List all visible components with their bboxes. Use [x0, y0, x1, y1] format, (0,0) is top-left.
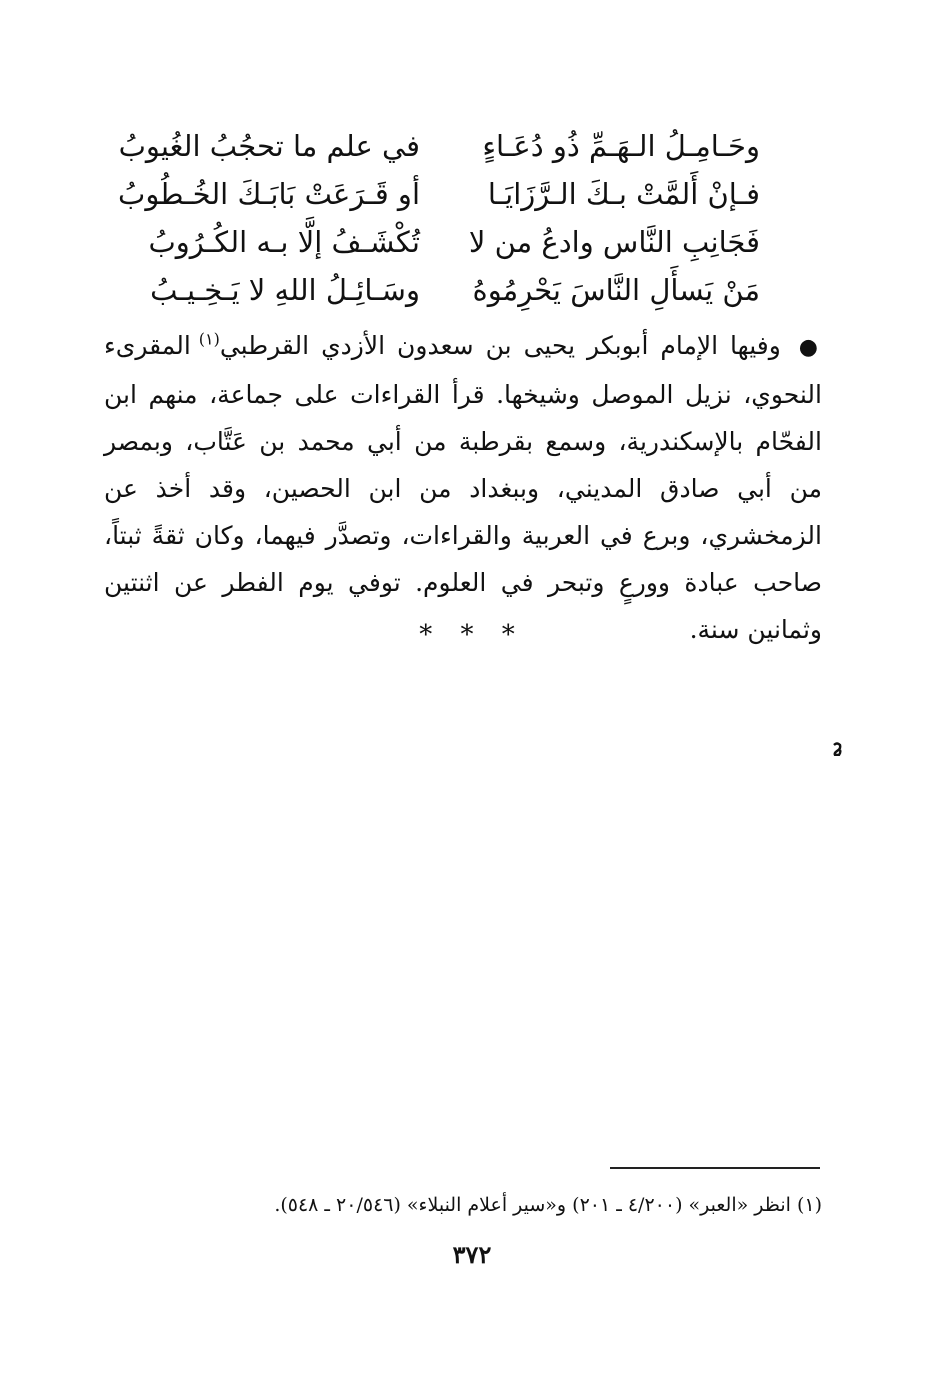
verse-second-hemistich: في علم ما تحجُبُ الغُيوبُ [118, 129, 420, 163]
ink-mark-icon [832, 742, 842, 756]
footnote-divider [610, 1167, 820, 1169]
entry-body: المقرىء النحوي، نزيل الموصل وشيخها. قرأ القراءات على جماعة، منهم ابن الفحّام بالإسكندرية، وسمع بقرطبة من أبي محمد بن عَتَّاب، وبمصر من أبي صادق المديني، وببغداد من ابن الحصين، وقد أخذ عن الزمخشري، وبرع في العربية والقراءات، وتصدَّر فيهما، وكان ثقةً ثبتاً، صاحب عبادة وورعٍ وتبحر في العلوم. توفي يوم الفطر عن اثنتين وثمانين سنة. [104, 331, 822, 644]
poem-verse [150, 266, 770, 314]
verse-second-hemistich: تُكْشَـفُ إلَّا بـه الكُـرُوبُ [148, 225, 420, 259]
verse-second-hemistich: وسَـائِـلُ اللهِ لا يَـخِـيـبُ [150, 273, 420, 307]
verse-first-hemistich: وحَـامِـلُ الـهَـمِّ ذُو دُعَـاءٍ [482, 129, 760, 163]
poem-verse [118, 170, 770, 218]
poem [118, 122, 770, 314]
poem-verse [148, 218, 770, 266]
verse-second-hemistich: أو قَـرَعَتْ بَابَـكَ الخُـطُوبُ [118, 177, 420, 211]
verse-first-hemistich: فـإنْ أَلمَّتْ بـكَ الـرَّزَايَـا [487, 177, 760, 211]
bullet-icon: ● [798, 335, 822, 360]
section-separator: * * * [419, 620, 525, 650]
entry-lead: وفيها الإمام أبوبكر يحيى بن سعدون الأزدي القرطبي [219, 331, 781, 360]
verse-first-hemistich: فَجَانِبِ النَّاس وادعُ من لا [468, 225, 760, 259]
verse-first-hemistich: مَنْ يَسأَلِ النَّاسَ يَحْرِمُوهُ [472, 273, 760, 307]
poem-verse [118, 122, 770, 170]
page-number: ٣٧٢ [452, 1240, 492, 1269]
footnote: (١) انظر «العبر» (٤/٢٠٠ ـ ٢٠١) و«سير أعلام النبلاء» (٢٠/٥٤٦ ـ ٥٤٨). [274, 1194, 822, 1216]
footnote-ref[interactable]: (١) [198, 329, 220, 349]
biography-paragraph [104, 322, 822, 653]
